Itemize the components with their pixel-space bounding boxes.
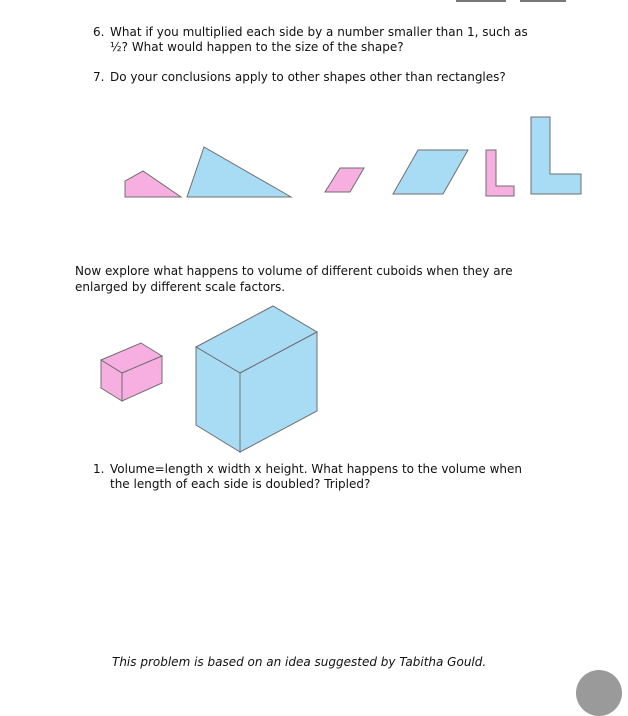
volume-intro-line2: enlarged by different scale factors.: [75, 280, 286, 294]
attribution-credit: This problem is based on an idea suggested by Tabitha Gould.: [112, 655, 487, 669]
question-6-number: 6.: [93, 25, 105, 39]
volume-question-1-line2: the length of each side is doubled? Tripled?: [110, 477, 371, 491]
volume-intro-line1: Now explore what happens to volume of different cuboids when they are: [75, 264, 513, 278]
question-7-line1: Do your conclusions apply to other shapes other than rectangles?: [110, 70, 506, 84]
volume-question-1-line1: Volume=length x width x height. What happens to the volume when: [110, 462, 522, 476]
large-blue-cuboid: [196, 306, 317, 452]
volume-question-1-number: 1.: [93, 462, 105, 476]
small-pink-cube: [101, 343, 162, 401]
question-6-line1: What if you multiplied each side by a number smaller than 1, such as: [110, 25, 528, 39]
question-7-number: 7.: [93, 70, 105, 84]
scroll-to-top-button[interactable]: [576, 670, 622, 716]
question-6-line2: ½? What would happen to the size of the shape?: [110, 40, 404, 54]
volume-question-1: [93, 462, 553, 494]
